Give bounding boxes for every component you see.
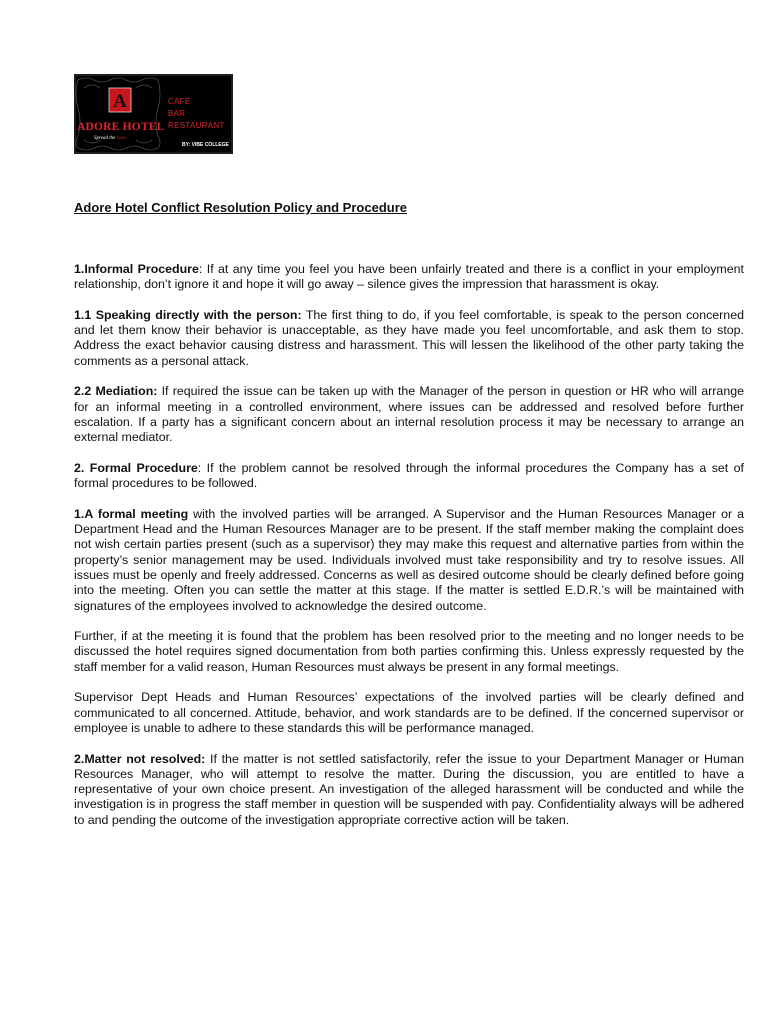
paragraph-text: : If at any time you feel you have been unfairly treated and there is a conflict in your employment relationship, don’t ignore it and hope it will go away – silence gives the impression that harassment is okay.: [74, 262, 744, 292]
logo-tagline-highlight: love...: [116, 136, 129, 141]
logo-tagline: [94, 136, 129, 141]
logo-tagline-prefix: Spread the: [94, 136, 117, 141]
document-title: Adore Hotel Conflict Resolution Policy and Procedure: [74, 200, 407, 215]
paragraph: [74, 629, 744, 675]
paragraph-text: The first thing to do, if you feel comfortable, is speak to the person concerned and let them know their behavior is unacceptable, as they have made you feel uncomfortable, and ask them to stop. Address the exact behavior causing distress and harassment. This will lessen the likelihood of the other party taking the comments as a personal attack.: [74, 307, 744, 368]
logo-menu-list: [168, 96, 225, 132]
paragraph: [74, 308, 744, 369]
paragraph-text: : If the problem cannot be resolved through the informal procedures the Company has a set of formal procedures to be followed.: [74, 460, 744, 491]
paragraph: [74, 461, 744, 492]
paragraph-text: with the involved parties will be arranged. A Supervisor and the Human Resources Manager or a Department Head and the Human Resources Manager are to be present. If the staff member making the complaint does not wish certain parties present (such as a supervisor) they may make this request and alternative parties from within the property’s senior management may be used. Individuals involved must take responsibility and try to resolve issues. All issues must be openly and freely addressed. Concerns as well as desired outcome should be clearly defined before going into the meeting. Often you can settle the matter at this stage. If the matter is settled E.D.R.’s will be maintained with signatures of the employees involved to acknowledge the desired outcome.: [74, 506, 744, 613]
paragraph-heading: 2. Formal Procedure: [74, 460, 198, 475]
paragraph: [74, 262, 744, 293]
paragraph-heading: 1.A formal meeting: [74, 506, 189, 521]
logo-menu-item: CAFÉ: [168, 97, 191, 106]
paragraph-heading: 1.1 Speaking directly with the person:: [74, 307, 302, 322]
logo-hotel-name: ADORE HOTEL: [77, 121, 165, 133]
paragraph-text: If the matter is not settled satisfactorily, refer the issue to your Department Manager or Human Resources Manager, who will attempt to resolve the matter. During the discussion, you are entitled to have a representative of your own choice present. An investigation of the alleged harassment will be conducted and while the investigation is in progress the staff member in question will be suspended with pay. Confidentiality always will be adhered to and pending the outcome of the investigation appropriate corrective action will be taken.: [74, 751, 744, 827]
document-body: [74, 262, 744, 843]
paragraph: [74, 690, 744, 736]
paragraph-text: Further, if at the meeting it is found that the problem has been resolved prior to the meeting and no longer needs to be discussed the hotel requires signed documentation from both parties confirming this. Unless expressly requested by the staff member for a valid reason, Human Resources must always be present in any formal meetings.: [74, 629, 744, 674]
paragraph-text: If required the issue can be taken up with the Manager of the person in question or HR who will arrange for an informal meeting in a controlled environment, where issues can be addressed and resolved before further escalation. If a party has a significant concern about an internal resolution process it may be necessary to arrange an external mediator.: [74, 384, 744, 445]
paragraph: [74, 752, 744, 828]
hotel-logo: [74, 74, 233, 154]
paragraph-heading: 2.2 Mediation:: [74, 384, 158, 399]
monogram-letter: A: [113, 91, 127, 112]
logo-byline: BY: VIBE COLLEGE: [182, 142, 229, 148]
paragraph-heading: 2.Matter not resolved:: [74, 751, 206, 766]
paragraph: [74, 507, 744, 614]
paragraph-text: Supervisor Dept Heads and Human Resources’ expectations of the involved parties will be clearly defined and communicated to all concerned. Attitude, behavior, and work standards are to be defined. If the concerned supervisor or employee is unable to adhere to these standards this will be performance managed.: [74, 690, 744, 735]
logo-menu-item: RESTAURANT: [168, 121, 225, 130]
paragraph-heading: 1.Informal Procedure: [74, 262, 199, 276]
paragraph: [74, 384, 744, 445]
logo-menu-item: BAR: [168, 109, 186, 118]
